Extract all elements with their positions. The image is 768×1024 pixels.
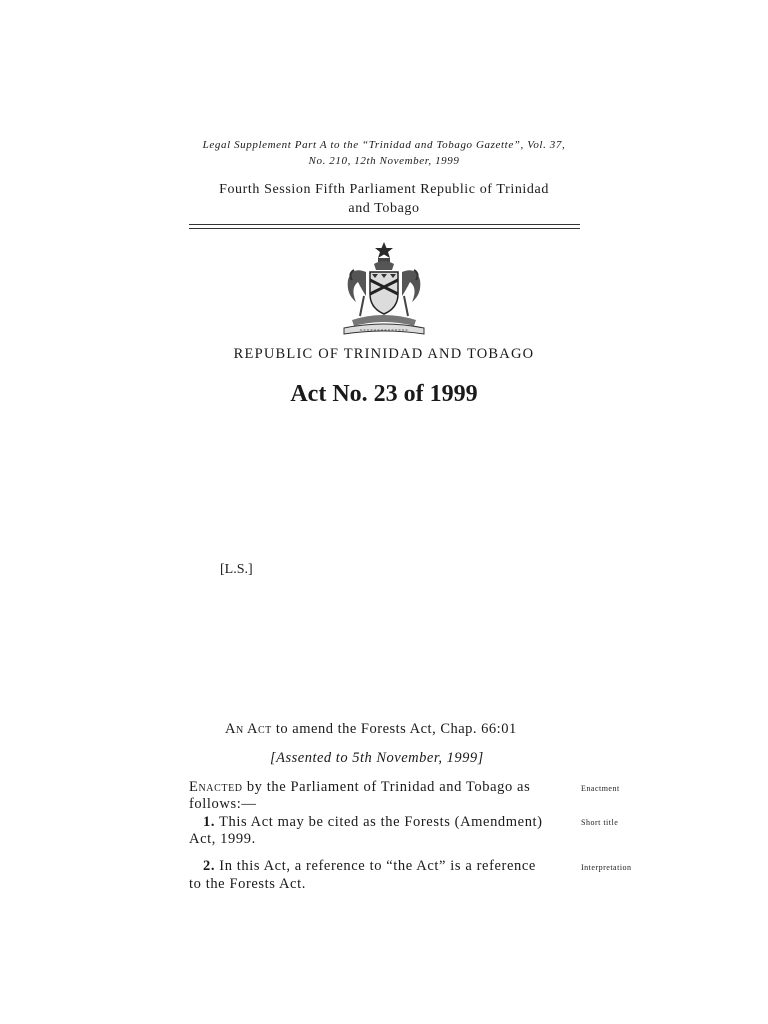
long-title-text: to amend the Forests Act, Chap. 66:01 [271,721,517,737]
session-line-2: and Tobago [348,201,420,216]
session-line-1: Fourth Session Fifth Parliament Republic of Trinidad [219,182,549,197]
double-rule-top [189,224,580,225]
section-1-number: 1. [203,814,216,830]
section-1-text-1: This Act may be cited as the Forests (Amendment) [215,814,543,830]
seal-mark: [L.S.] [220,562,253,577]
enactment-lead: Enacted [189,779,243,795]
margin-note-short-title: Short title [581,818,619,827]
section-2-text-2: to the Forests Act. [189,876,306,892]
long-title-prefix: An Act [225,721,272,737]
enactment-clause [189,779,530,796]
republic-heading: REPUBLIC OF TRINIDAD AND TOBAGO [233,346,535,362]
session-heading [150,180,618,218]
act-number-title: Act No. 23 of 1999 [290,381,478,407]
gazette-line-1: Legal Supplement Part A to the “Trinidad and Tobago Gazette”, Vol. 37, [202,139,566,151]
coat-of-arms-icon [334,240,434,336]
margin-note-enactment: Enactment [581,784,620,793]
section-1-text-2: Act, 1999. [189,831,256,847]
double-rule-bottom [189,228,580,229]
margin-note-interpretation: Interpretation [581,863,632,872]
long-title [225,721,517,738]
section-2-number: 2. [203,858,216,874]
section-2-text-1: In this Act, a reference to “the Act” is a reference [215,858,536,874]
section-1 [203,814,543,831]
enactment-text-1: by the Parliament of Trinidad and Tobago as [242,779,531,795]
assent-date: [Assented to 5th November, 1999] [270,750,484,766]
enactment-text-2: follows:— [189,796,257,812]
gazette-reference [150,137,618,169]
gazette-line-2: No. 210, 12th November, 1999 [308,155,460,167]
section-2 [203,858,536,875]
